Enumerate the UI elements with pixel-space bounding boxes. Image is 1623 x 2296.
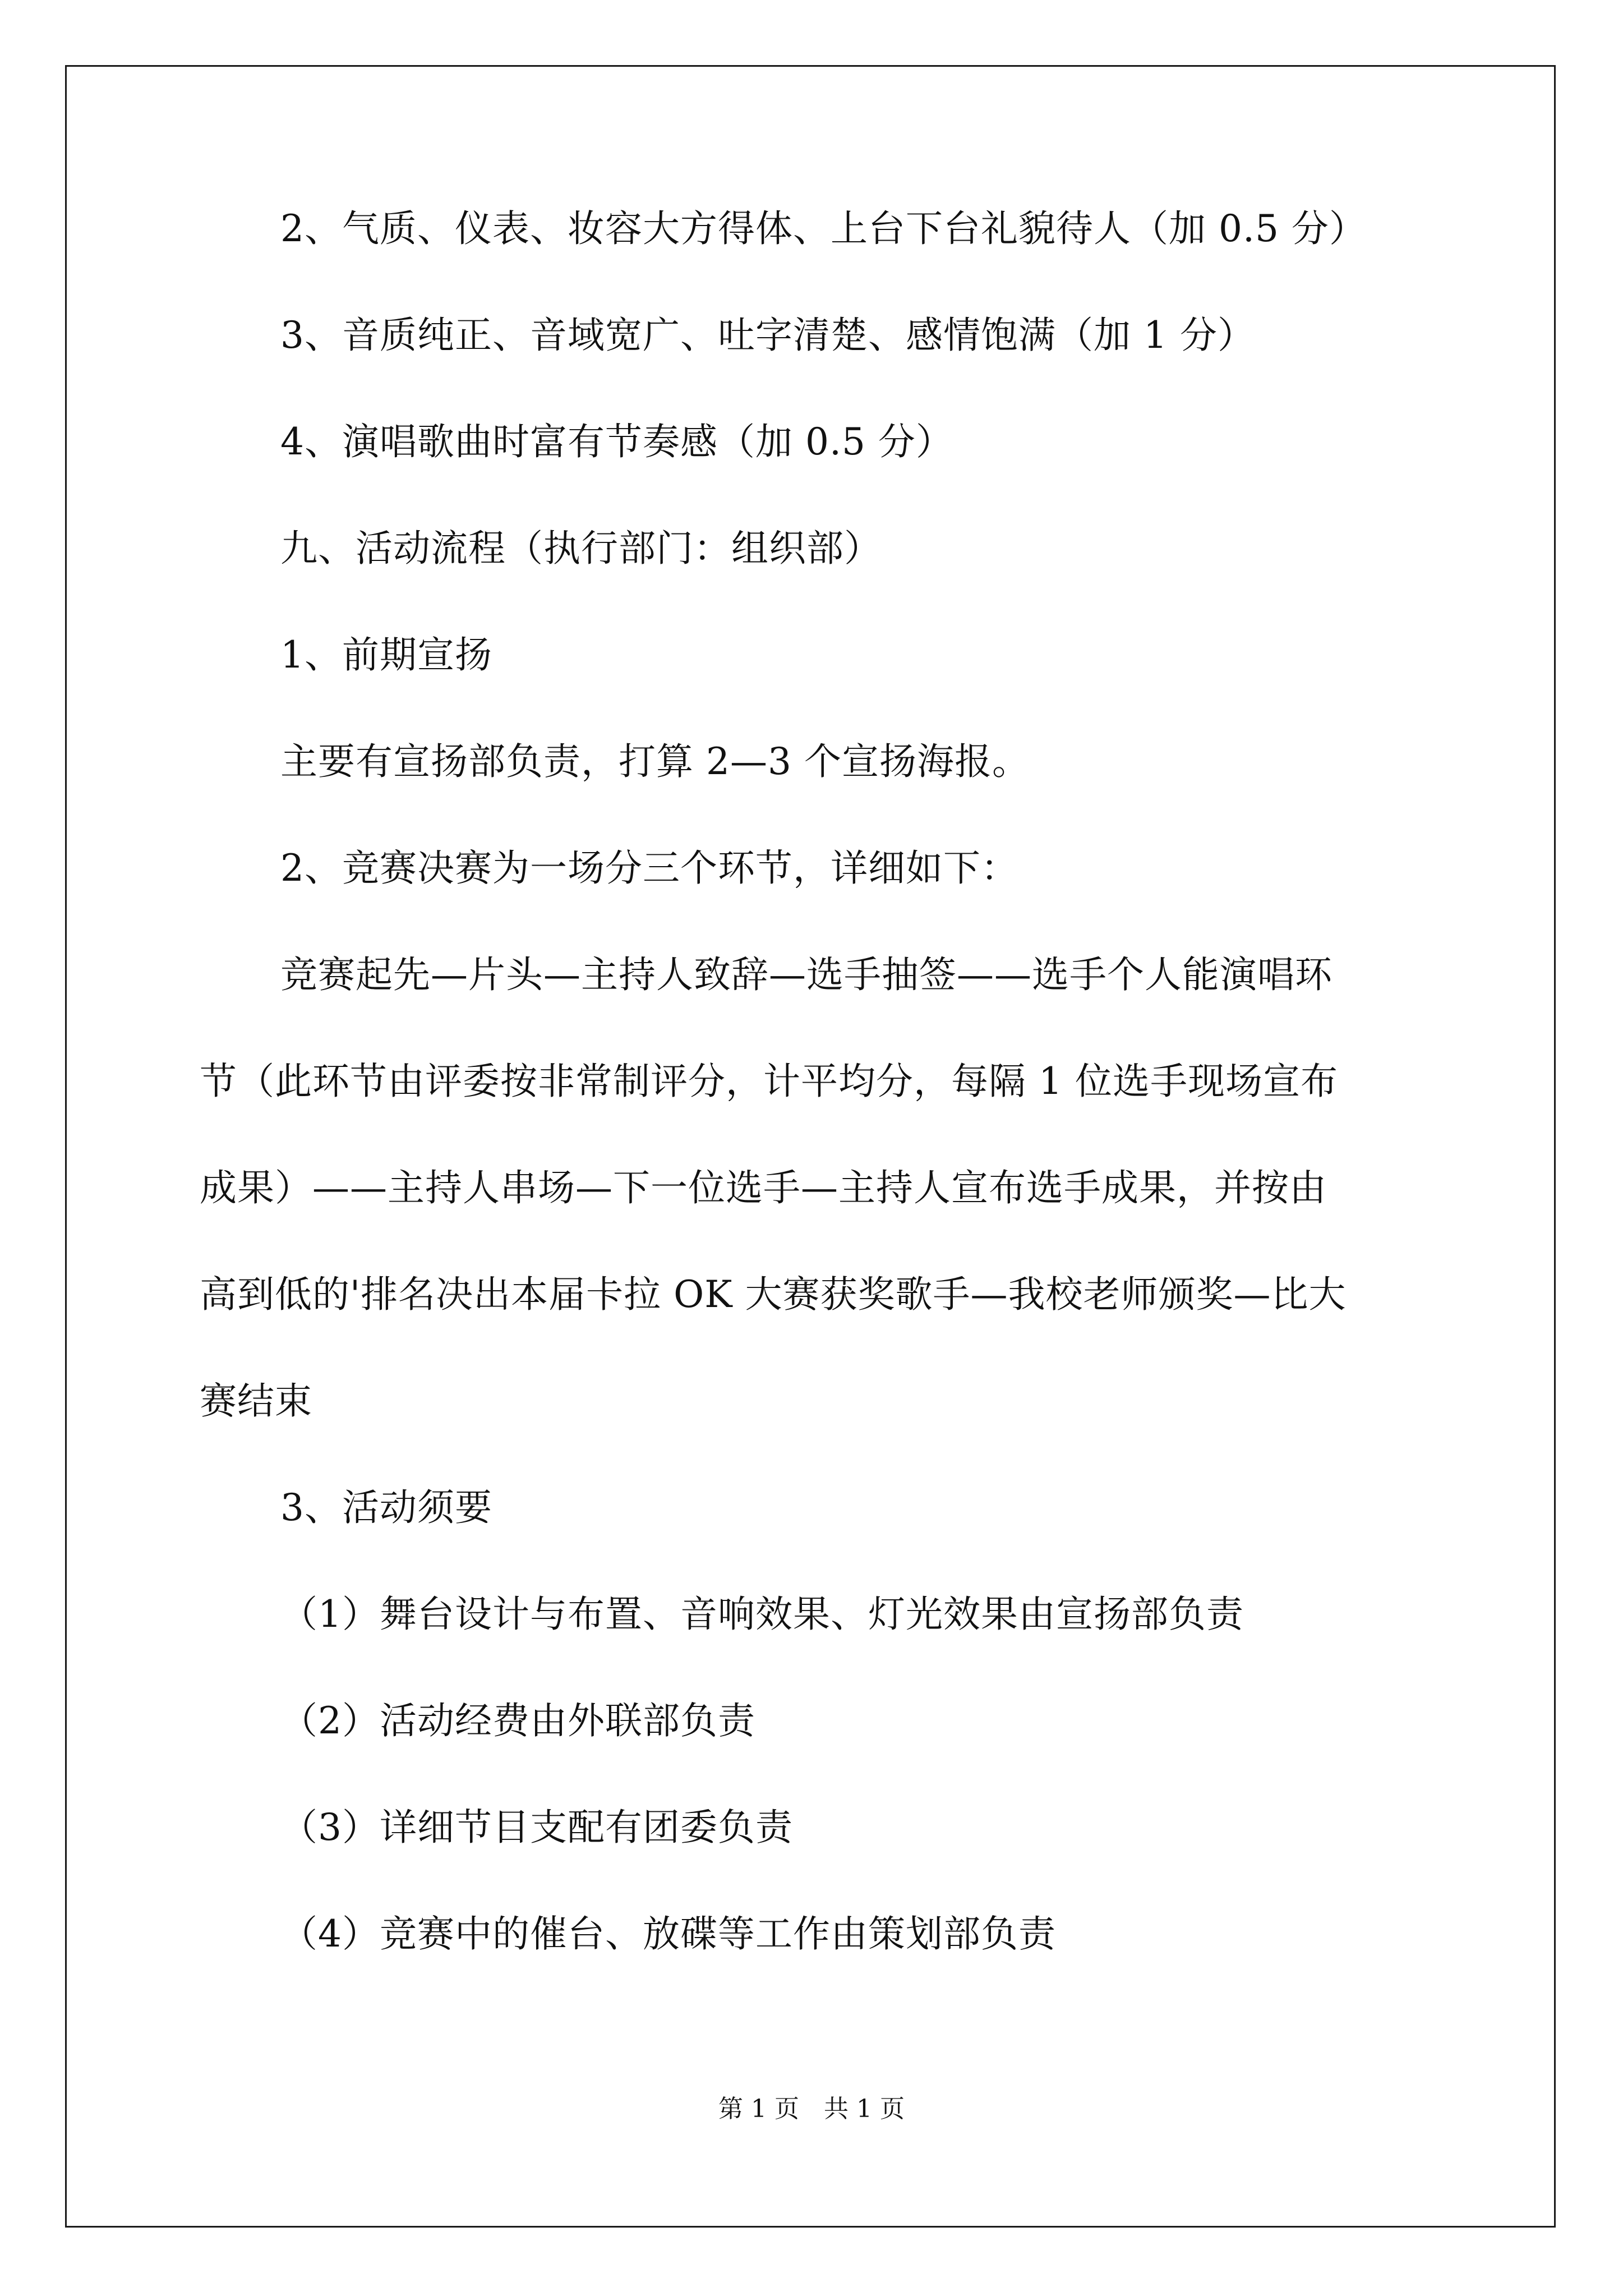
text-line-6: 主要有宣扬部负责，打算 2—3 个宣扬海报。 [280, 740, 1030, 783]
text-line-2: 3、音质纯正、音域宽广、吐字清楚、感情饱满（加 1 分） [280, 314, 1255, 357]
text-line-9: 节（此环节由评委按非常制评分，计平均分，每隔 1 位选手现场宣布 [200, 1060, 1338, 1103]
text-line-7: 2、竞赛决赛为一场分三个环节，详细如下： [280, 846, 1018, 890]
text-line-16: （3）详细节目支配有团委负责 [280, 1806, 793, 1849]
text-line-13: 3、活动须要 [280, 1486, 492, 1529]
text-line-17: （4）竞赛中的催台、放碟等工作由策划部负责 [280, 1912, 1056, 1955]
text-line-15: （2）活动经费由外联部负责 [280, 1699, 755, 1742]
text-line-12: 赛结束 [200, 1379, 312, 1423]
text-line-8: 竞赛起先—片头—主持人致辞—选手抽签——选手个人能演唱环 [280, 953, 1332, 996]
text-line-11: 高到低的'排名决出本届卡拉 OK 大赛获奖歌手—我校老师颁奖—比大 [200, 1273, 1347, 1316]
text-line-3: 4、演唱歌曲时富有节奏感（加 0.5 分） [280, 420, 953, 463]
text-line-4: 九、活动流程（执行部门：组织部） [280, 527, 882, 570]
text-line-14: （1）舞台设计与布置、音响效果、灯光效果由宣扬部负责 [280, 1593, 1244, 1636]
text-line-5: 1、前期宣扬 [280, 633, 492, 677]
page-footer: 第 1 页 共 1 页 [718, 2095, 905, 2123]
page-border [65, 65, 1556, 2228]
text-line-1: 2、气质、仪表、妆容大方得体、上台下台礼貌待人（加 0.5 分） [280, 207, 1367, 250]
text-line-10: 成果）——主持人串场—下一位选手—主持人宣布选手成果，并按由 [200, 1166, 1327, 1209]
